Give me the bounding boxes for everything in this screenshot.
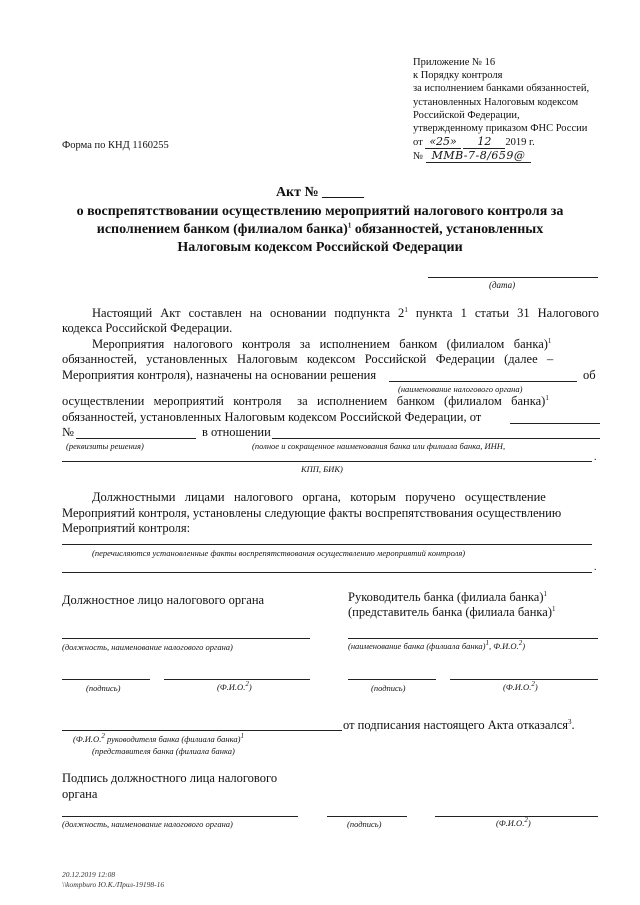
title-line-3: Налоговым кодексом Российской Федерации bbox=[177, 240, 463, 255]
official-sign-line-2 bbox=[327, 816, 407, 817]
official-fio-line-2 bbox=[435, 816, 598, 817]
official-sign-line bbox=[62, 679, 150, 680]
handwritten-order-number: ММВ-7-8/659@ bbox=[426, 149, 532, 163]
caption-refused-1: (Ф.И.О.$^2$ руководителя банка (филиала банка)$^1$ bbox=[73, 732, 244, 744]
paragraph-2-line-3-end: об bbox=[583, 368, 596, 382]
caption-org: (наименование налогового органа) bbox=[398, 384, 523, 394]
paragraph-1-line-2: кодекса Российской Федерации. bbox=[62, 321, 233, 335]
caption-sign: (подпись) bbox=[347, 819, 382, 829]
title-line-2: исполнением банком (филиалом банка)$^1$ обязанностей, установленных bbox=[96, 221, 544, 237]
paragraph-4-line-2: Мероприятий контроля, установлены следующие факты воспрепятствования осуществлению bbox=[62, 506, 562, 520]
bank-name-line bbox=[272, 438, 600, 439]
appendix-line: Российской Федерации, bbox=[413, 109, 520, 121]
date-caption: (дата) bbox=[489, 280, 516, 290]
appendix-line: установленных Налоговым кодексом bbox=[413, 96, 579, 108]
appendix-line: Приложение № 16 bbox=[413, 57, 496, 68]
paragraph-2-line-1: Мероприятия налогового контроля за исполнением банком (филиалом банка)$^1$ bbox=[92, 336, 552, 351]
paragraph-4-line-3: Мероприятий контроля: bbox=[62, 521, 191, 535]
decision-number-label: № bbox=[62, 425, 74, 439]
refused-fio-line bbox=[62, 730, 342, 731]
handwritten-month: 12 bbox=[463, 135, 505, 149]
form-code: Форма по КНД 1160255 bbox=[62, 140, 169, 151]
caption-refused-2: (представителя банка (филиала банка) bbox=[92, 746, 235, 756]
org-name-line bbox=[389, 381, 577, 382]
title-line-1: о воспрепятствовании осуществлению мероприятий налогового контроля за bbox=[76, 204, 564, 219]
caption-bank: (полное и сокращенное наименования банка или филиала банка, ИНН, bbox=[252, 441, 506, 451]
bank-fio-line bbox=[450, 679, 598, 680]
appendix-block bbox=[413, 56, 589, 164]
bank-head-title: Руководитель банка (филиала банка)$^1$ bbox=[348, 589, 548, 604]
bank-details-line bbox=[62, 461, 592, 462]
caption-position-org: (должность, наименование налогового органа) bbox=[62, 642, 233, 652]
caption-decision: (реквизиты решения) bbox=[66, 441, 144, 451]
decision-number-line bbox=[76, 438, 196, 439]
act-number-title: Акт № ______ bbox=[275, 185, 365, 200]
footer-filepath: \\kompburo Ю.К./Прил-19198-16 bbox=[62, 880, 165, 889]
caption-fio: (Ф.И.О.$^2$) bbox=[217, 680, 252, 692]
footer bbox=[62, 870, 164, 890]
paragraph-4-line-1: Должностными лицами налогового органа, которым поручено осуществление bbox=[92, 490, 546, 504]
facts-line-2 bbox=[62, 572, 592, 573]
paragraph-2-line-2: обязанностей, установленных Налоговым кодексом Российской Федерации (далее – bbox=[62, 352, 554, 366]
official-title: Должностное лицо налогового органа bbox=[62, 593, 265, 607]
appendix-number: № ММВ-7-8/659@ bbox=[413, 149, 589, 163]
official-sign-title-1: Подпись должностного лица налогового bbox=[62, 771, 278, 785]
facts-line-1 bbox=[62, 544, 592, 545]
appendix-line: за исполнением банками обязанностей, bbox=[413, 83, 590, 95]
official-sign-title-2: органа bbox=[62, 787, 98, 801]
caption-position-org: (должность, наименование налогового органа) bbox=[62, 819, 233, 829]
footer-timestamp: 20.12.2019 12:08 bbox=[62, 870, 116, 879]
appendix-line: к Порядку контроля bbox=[413, 70, 503, 82]
date-line bbox=[428, 277, 598, 278]
refused-text: от подписания настоящего Акта отказался$^3$. bbox=[343, 717, 575, 732]
appendix-date: от «25» 12 2019 г. bbox=[413, 135, 535, 149]
caption-fio: (Ф.И.О.$^2$) bbox=[496, 816, 531, 828]
caption-sign: (подпись) bbox=[371, 683, 406, 693]
paragraph-3-line-2: обязанностей, установленных Налоговым кодексом Российской Федерации, от bbox=[62, 410, 482, 424]
bank-sign-line bbox=[348, 679, 436, 680]
caption-bank-name-fio: (наименование банка (филиала банка)$^1$, Ф.И.О.$^2$) bbox=[348, 639, 526, 651]
decision-date-line bbox=[510, 423, 600, 424]
official-position-line bbox=[62, 638, 310, 639]
caption-facts: (перечисляются установленные факты воспрепятствования осуществлению мероприятий контроля) bbox=[92, 548, 466, 558]
appendix-line: утвержденному приказом ФНС России bbox=[413, 123, 588, 135]
caption-kpp: КПП, БИК) bbox=[301, 464, 343, 474]
handwritten-day: «25» bbox=[425, 135, 460, 149]
paragraph-2-line-3: Мероприятия контроля), назначены на основании решения bbox=[62, 368, 377, 382]
caption-fio: (Ф.И.О.$^2$) bbox=[503, 680, 538, 692]
paragraph-3-line-1: осуществлении мероприятий контроля за исполнением банком (филиалом банка)$^1$ bbox=[62, 393, 549, 408]
bank-name-sign-line bbox=[348, 638, 598, 639]
paragraph-1-line-1: Настоящий Акт составлен на основании подпункта $2^1$ пункта 1 статьи 31 Налогового bbox=[92, 305, 600, 320]
in-relation-label: в отношении bbox=[202, 425, 271, 439]
official-fio-line bbox=[164, 679, 310, 680]
caption-sign: (подпись) bbox=[86, 683, 121, 693]
official-position-line-2 bbox=[62, 816, 298, 817]
bank-rep-title: (представитель банка (филиала банка)$^1$ bbox=[348, 604, 556, 619]
